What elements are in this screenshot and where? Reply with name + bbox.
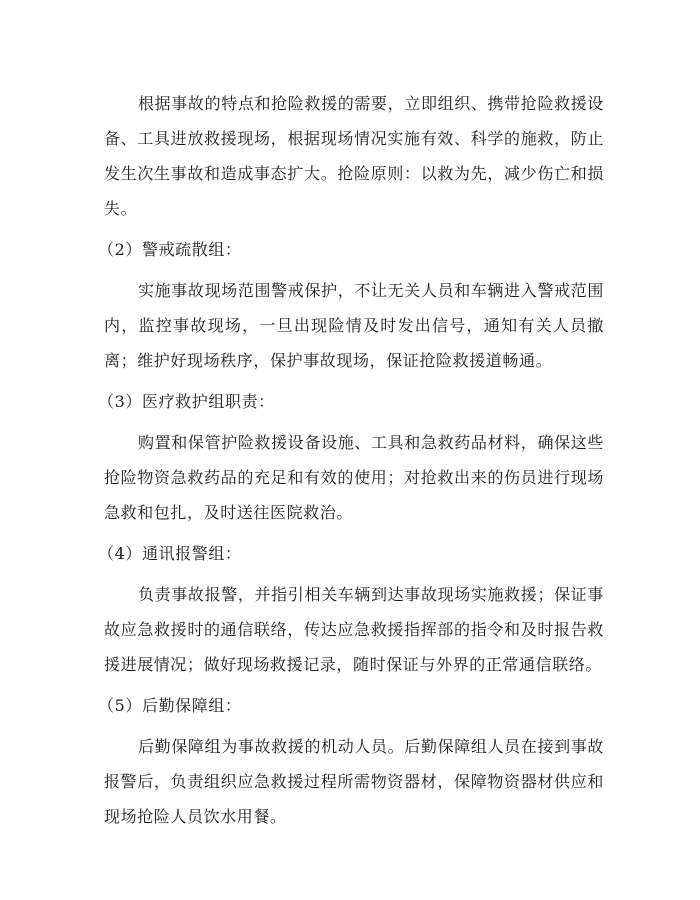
section-heading-3: （3）医疗救护组职责： [98,392,275,411]
section-heading-2: （2）警戒疏散组： [98,240,242,259]
section-body-4: 负责事故报警，并指引相关车辆到达事故现场实施救援；保证事故应急救援时的通信联络，传达应急救援指挥部的指令和及时报告救援进展情况；做好现场救援记录，随时保证与外界的正常通信联络。 [104,585,604,674]
section-body-5: 后勤保障组为事故救援的机动人员。后勤保障组人员在接到事故报警后，负责组织应急救援过程所需物资器材，保障物资器材供应和现场抢险人员饮水用餐。 [104,737,604,826]
section-heading-4: （4）通讯报警组： [98,544,242,563]
section-heading-5: （5）后勤保障组： [98,696,242,715]
document-body [98,86,604,840]
section-body-2: 实施事故现场范围警戒保护，不让无关人员和车辆进入警戒范围内，监控事故现场，一旦出现险情及时发出信号，通知有关人员撤离；维护好现场秩序，保护事故现场，保证抢险救援道畅通。 [104,281,604,370]
section-body-3: 购置和保管护险救援设备设施、工具和急救药品材料，确保这些抢险物资急救药品的充足和有效的使用；对抢救出来的伤员进行现场急救和包扎，及时送往医院救治。 [104,433,604,522]
intro-paragraph: 根据事故的特点和抢险救援的需要，立即组织、携带抢险救援设备、工具进放救援现场，根据现场情况实施有效、科学的施救，防止发生次生事故和造成事态扩大。抢险原则：以救为先，减少伤亡和损失。 [104,94,604,218]
